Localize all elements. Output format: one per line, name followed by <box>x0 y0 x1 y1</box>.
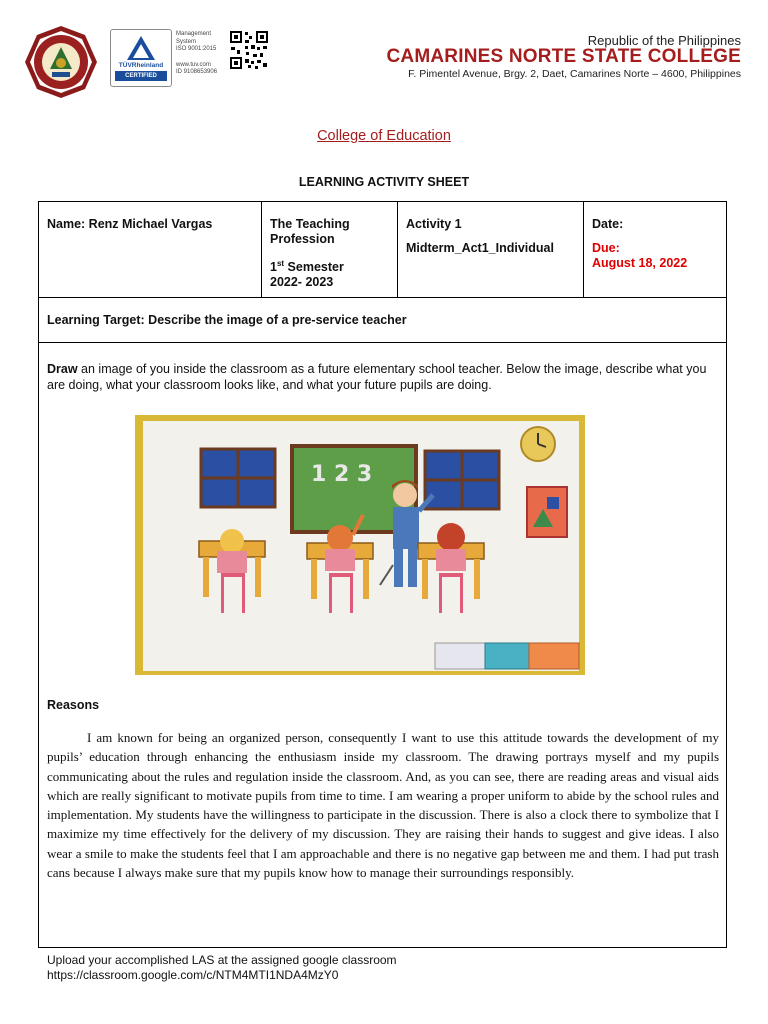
republic-label: Republic of the Philippines <box>587 33 741 48</box>
tuv-triangle-icon <box>125 34 157 62</box>
cert-line: System <box>176 38 197 45</box>
cert-line: www.tuv.com <box>176 61 211 68</box>
upload-instruction: Upload your accomplished LAS at the assigned google classroom <box>47 953 397 967</box>
right-window <box>425 451 499 509</box>
reasons-text: I am known for being an organized person, consequently I want to use this attitude towards the development of my pupils’ education through enhancing the enthusiasm inside my classroom. The drawing portrays myself and my pupils communicating about the rules and regulation inside the classroom. And, as you can see, there are reading areas and visual aids which are really significant to motivate pupils from time to time. I am wearing a proper uniform to abide by the school rules and implementation. My students have the willingness to participate in the discussion. There is also a clock there to symbolize that I maximize my time effectively for the delivery of my discussion. They are raising their hands to suggest and give ideas. I also wear a smile to make the students feel that I am approachable and there is no negative gap between me and them. I had put trash cans because I always make sure that my pupils know how to manage their surroundings responsibly. <box>47 730 719 881</box>
reasons-heading: Reasons <box>47 698 100 712</box>
date-cell <box>584 202 726 297</box>
college-address: F. Pimentel Avenue, Brgy. 2, Daet, Camarines Norte – 4600, Philippines <box>408 68 741 80</box>
tuv-certified-label: CERTIFIED <box>115 71 167 81</box>
subject-name: The Teaching Profession <box>270 217 350 246</box>
qr-code-icon <box>229 30 269 70</box>
student-name: Name: Renz Michael Vargas <box>47 217 213 231</box>
department-title: College of Education <box>317 128 451 144</box>
tuv-certification-badge <box>110 29 172 87</box>
cert-line: Management <box>176 31 212 37</box>
classroom-link[interactable]: https://classroom.google.com/c/NTM4MTI1NDA4MzY0 <box>47 968 339 982</box>
student-name-cell <box>39 202 262 297</box>
board-numbers: 1 2 3 <box>311 462 373 487</box>
semester: 1st Semester <box>270 259 344 275</box>
instruction-text <box>47 361 717 393</box>
due-label: Due: <box>592 241 620 255</box>
college-name: CAMARINES NORTE STATE COLLEGE <box>386 46 741 67</box>
trash-bins <box>435 643 579 669</box>
school-year: 2022- 2023 <box>270 275 334 290</box>
activity-cell <box>398 202 584 297</box>
cert-info <box>176 31 217 77</box>
instruction-bold: Draw <box>47 362 78 376</box>
activity-sheet-frame <box>38 201 727 948</box>
due-date: August 18, 2022 <box>592 256 688 270</box>
date-label: Date: <box>592 217 624 231</box>
tuv-brand: TÜVRheinland <box>118 62 164 69</box>
instruction-rest: an image of you inside the classroom as a future elementary school teacher. Below the image, describe what you are doing, what your classroom looks like, and what your future pupils are doing. <box>47 362 707 392</box>
college-seal-logo <box>24 25 98 99</box>
cert-line: ISO 9001:2015 <box>176 46 217 52</box>
subject-cell <box>262 202 398 297</box>
classroom-drawing-image <box>135 415 585 675</box>
activity-number: Activity 1 <box>406 217 462 231</box>
info-row <box>39 202 726 298</box>
activity-code: Midterm_Act1_Individual <box>406 241 554 255</box>
left-window <box>201 449 275 507</box>
sheet-title: LEARNING ACTIVITY SHEET <box>298 175 470 189</box>
cert-line: ID 9108653906 <box>176 69 218 75</box>
visual-aid-poster <box>527 487 567 537</box>
clock-icon <box>521 427 555 461</box>
learning-target: Learning Target: Describe the image of a pre-service teacher <box>39 297 726 343</box>
